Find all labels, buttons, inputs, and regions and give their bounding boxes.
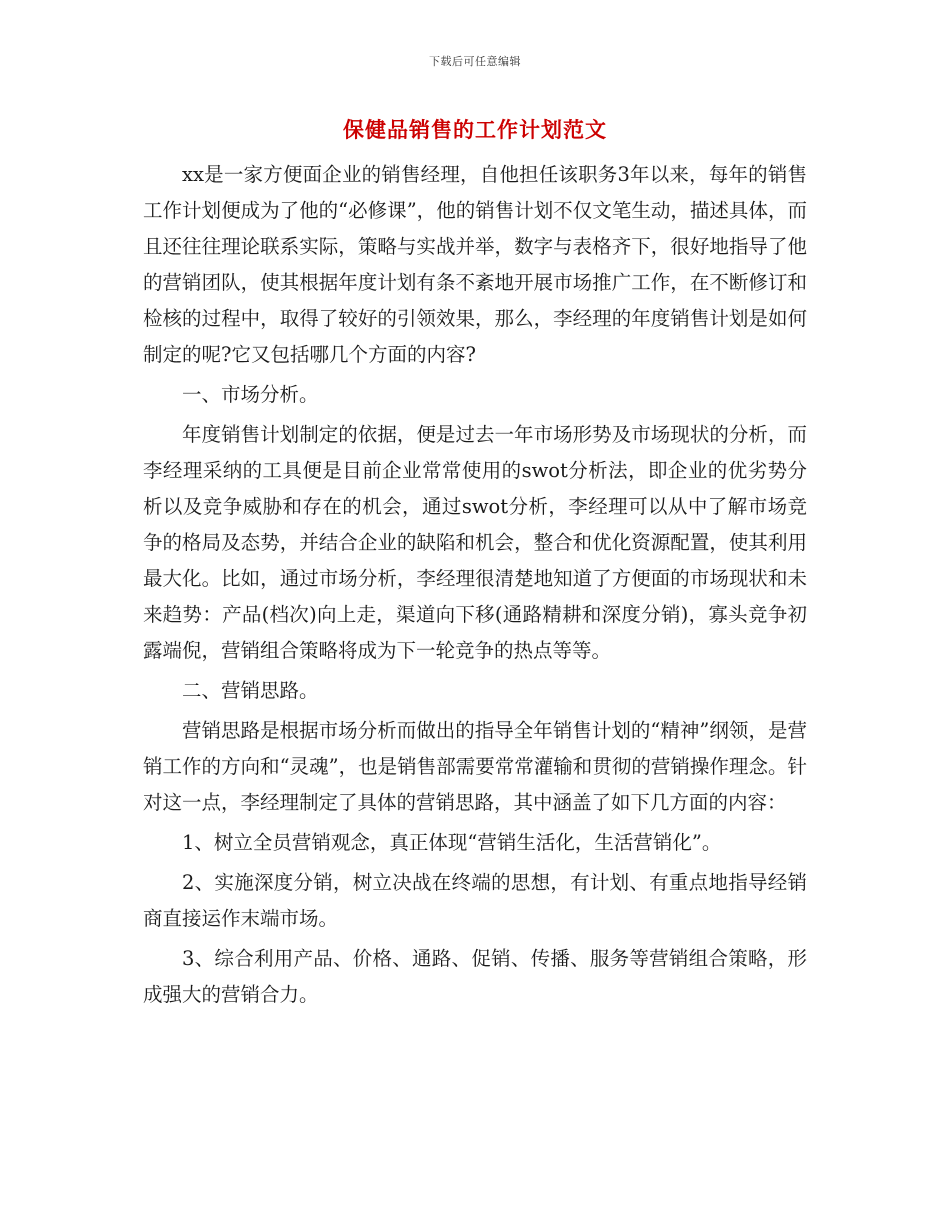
section-heading-market-analysis: 一、市场分析。 — [182, 383, 319, 406]
header-note: 下载后可任意编辑 — [429, 55, 521, 68]
list-item-1: 1、树立全员营销观念，真正体现“营销生活化，生活营销化”。 — [182, 831, 722, 854]
document-body — [143, 157, 807, 1017]
section-heading-marketing-ideas: 二、营销思路。 — [182, 679, 319, 702]
paragraph-market-analysis: 年度销售计划制定的依据，便是过去一年市场形势及市场现状的分析，而李经理采纳的工具便是目前企业常常使用的swot分析法，即企业的优劣势分析以及竞争威胁和存在的机会，通过swot分析，李经理可以从中了解市场竞争的格局及态势，并结合企业的缺陷和机会，整合和优化资源配置，使其利用最大化。比如，通过市场分析，李经理很清楚地知道了方便面的市场现状和未来趋势：产品(档次)向上走，渠道向下移(通路精耕和深度分销)，寡头竞争初露端倪，营销组合策略将成为下一轮竞争的热点等等。 — [143, 423, 807, 662]
list-item-2: 2、实施深度分销，树立决战在终端的思想，有计划、有重点地指导经销商直接运作末端市场。 — [143, 871, 807, 930]
document-title: 保健品销售的工作计划范文 — [343, 118, 607, 142]
paragraph-intro: xx是一家方便面企业的销售经理，自他担任该职务3年以来，每年的销售工作计划便成为了他的“必修课”，他的销售计划不仅文笔生动，描述具体，而且还往往理论联系实际，策略与实战并举，数字与表格齐下，很好地指导了他的营销团队，使其根据年度计划有条不紊地开展市场推广工作，在不断修订和检核的过程中，取得了较好的引领效果，那么，李经理的年度销售计划是如何制定的呢?它又包括哪几个方面的内容? — [143, 163, 807, 366]
list-item-3: 3、综合利用产品、价格、通路、促销、传播、服务等营销组合策略，形成强大的营销合力。 — [143, 947, 807, 1006]
paragraph-marketing-ideas: 营销思路是根据市场分析而做出的指导全年销售计划的“精神”纲领，是营销工作的方向和“灵魂”，也是销售部需要常常灌输和贯彻的营销操作理念。针对这一点，李经理制定了具体的营销思路，其中涵盖了如下几方面的内容： — [143, 719, 807, 814]
